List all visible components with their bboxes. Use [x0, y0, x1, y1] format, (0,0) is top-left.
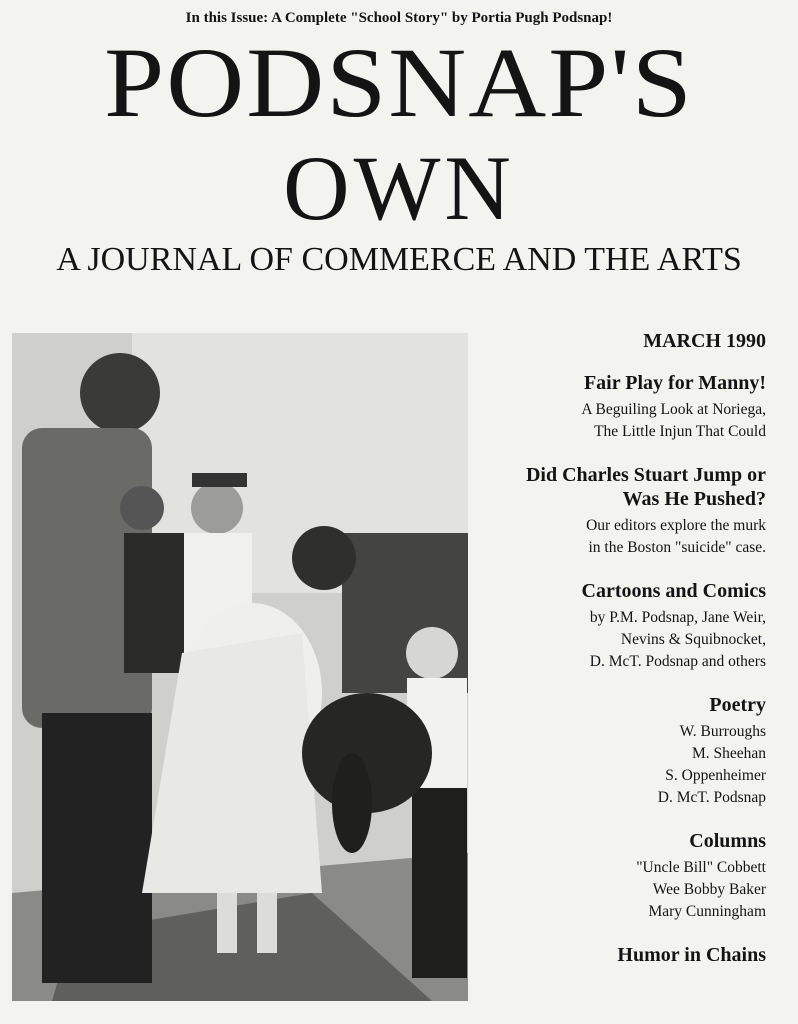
toc-line: M. Sheehan: [691, 745, 766, 762]
toc-section-columns: [488, 829, 766, 923]
toc-line: D. McT. Podsnap: [657, 789, 766, 806]
toc-section-cartoons: [488, 579, 766, 673]
toc-line: by P.M. Podsnap, Jane Weir,: [589, 609, 766, 626]
toc-section-poetry: [488, 693, 766, 809]
toc-line: "Uncle Bill" Cobbett: [636, 859, 766, 876]
toc-line: in the Boston "suicide" case.: [588, 539, 766, 556]
journal-subtitle: A JOURNAL OF COMMERCE AND THE ARTS: [56, 241, 742, 278]
toc-line: Mary Cunningham: [648, 903, 766, 920]
masthead-title-own: OWN: [283, 137, 515, 239]
toc-section-title: Cartoons and Comics: [581, 580, 766, 602]
cover-photo: [12, 333, 468, 1001]
toc-line: Nevins & Squibnocket,: [620, 631, 766, 648]
toc-line: A Beguiling Look at Noriega,: [581, 401, 766, 418]
toc-section-fair-play: [488, 371, 766, 443]
issue-date: MARCH 1990: [643, 330, 766, 352]
toc-section-charles-stuart: [488, 463, 766, 559]
toc-line: The Little Injun That Could: [594, 423, 766, 440]
toc-section-title: Columns: [689, 830, 766, 852]
issue-tagline: In this Issue: A Complete "School Story" by Portia Pugh Podsnap!: [185, 10, 613, 26]
masthead-title: PODSNAP'S: [104, 28, 694, 139]
toc-line: D. McT. Podsnap and others: [589, 653, 766, 670]
toc-line: S. Oppenheimer: [665, 767, 766, 784]
table-of-contents: [488, 318, 766, 987]
toc-line: Wee Bobby Baker: [652, 881, 766, 898]
toc-section-humor: [488, 943, 766, 967]
toc-line: W. Burroughs: [679, 723, 766, 740]
toc-section-title: Did Charles Stuart Jump or Was He Pushed?: [525, 464, 766, 510]
toc-section-title: Poetry: [709, 694, 766, 716]
toc-section-title: Humor in Chains: [617, 944, 766, 966]
toc-line: Our editors explore the murk: [586, 517, 766, 534]
toc-section-title: Fair Play for Manny!: [583, 372, 766, 394]
